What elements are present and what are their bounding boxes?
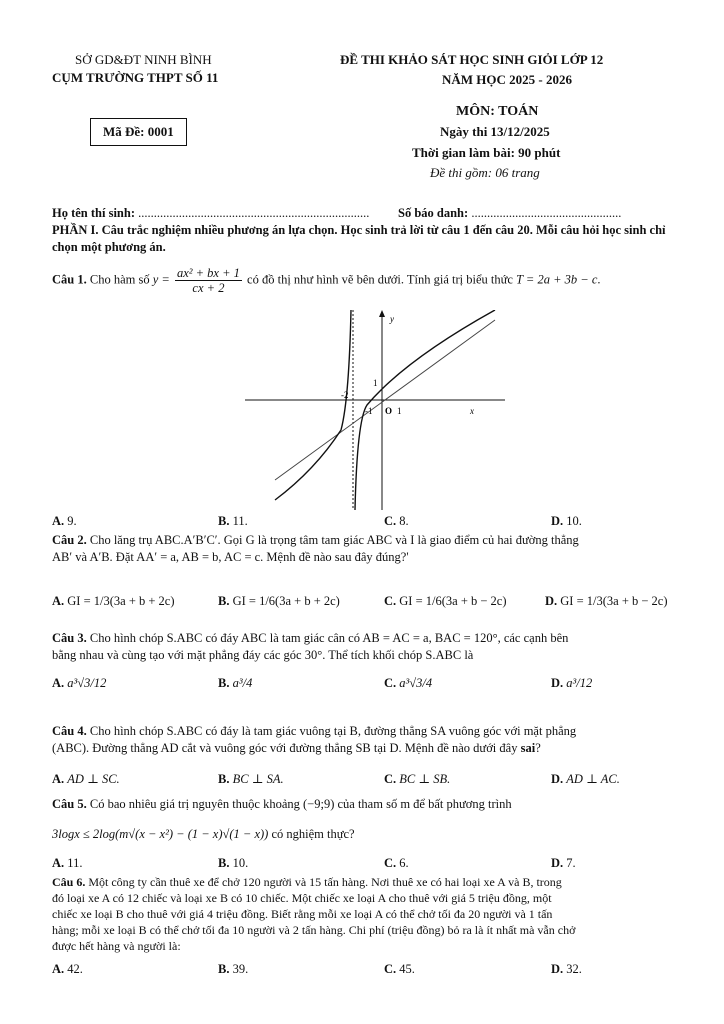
question-1: Câu 1. Cho hàm số y = $\frac{\text{ax² + bx + 1}}{cx + 2}$ có đồ thị như hình vẽ bên dưới. Tính giá trị biểu thức T = 2a + 3b − c. <box>52 266 601 295</box>
student-name-dots: .......................................................................... <box>138 206 370 220</box>
q1-expression: T = 2a + 3b − c <box>516 272 598 287</box>
option-letter: D. <box>551 962 564 976</box>
q6-option-c[interactable] <box>384 962 415 977</box>
option-text: 11. <box>232 514 248 528</box>
option-text: 10. <box>232 856 249 870</box>
student-name-line <box>52 206 369 221</box>
q1-fraction <box>175 266 242 295</box>
option-letter: B. <box>218 514 230 528</box>
q5-inequality: 3logx ≤ 2log(m√(x − x²) − (1 − x)√(1 − x)) <box>52 827 269 841</box>
option-text: 32. <box>566 962 582 976</box>
graph-y-arrow <box>379 310 385 317</box>
option-text: 42. <box>67 962 83 976</box>
option-letter: C. <box>384 676 397 690</box>
q3-option-a[interactable] <box>52 676 106 691</box>
option-letter: B. <box>218 772 230 786</box>
option-letter: D. <box>545 594 558 608</box>
q3-line1: Cho hình chóp S.ABC có đáy ABC là tam giác cân có AB = AC = a, BAC = 120°, các cạnh bên <box>89 631 569 645</box>
q2-option-b[interactable] <box>218 594 340 609</box>
option-letter: A. <box>52 962 65 976</box>
q6-line-5: được hết hàng và người là: <box>52 939 181 953</box>
graph-curve-right <box>355 310 495 510</box>
school-year: NĂM HỌC 2025 - 2026 <box>442 72 572 87</box>
option-text: 7. <box>566 856 576 870</box>
q1-graph <box>245 310 505 510</box>
option-text: BC ⊥ SB. <box>399 772 451 786</box>
school-cluster: CỤM TRƯỜNG THPT SỐ 11 <box>52 70 219 85</box>
q6-line-3: chiếc xe loại B cho thuê với giá 4 triệu đồng. Biết rằng mỗi xe loại A có thể chở tối đa 20 người và 1 tấn <box>52 907 553 921</box>
graph-tick-minus2: -2 <box>341 390 349 400</box>
question-6 <box>52 874 702 954</box>
option-letter: D. <box>551 514 564 528</box>
q6-option-b[interactable] <box>218 962 248 977</box>
option-text: 11. <box>67 856 83 870</box>
option-text: a³√3/4 <box>399 676 433 690</box>
option-letter: C. <box>384 962 397 976</box>
q5-option-b[interactable] <box>218 856 248 871</box>
student-id-dots: ................................................ <box>471 206 622 220</box>
option-letter: A. <box>52 676 65 690</box>
q2-label: Câu 2. <box>52 533 87 547</box>
q1-post: có đồ thị như hình vẽ bên dưới. Tính giá trị biểu thức <box>247 272 513 287</box>
option-text: AD ⊥ AC. <box>566 772 620 786</box>
exam-code: Mã Đề: 0001 <box>90 118 187 146</box>
q3-option-d[interactable] <box>551 676 592 691</box>
q2-line1: Cho lăng trụ ABC.A′B′C′. Gọi G là trọng tâm tam giác ABC và I là giao điểm củ hai đường thẳng <box>89 533 579 547</box>
q6-option-d[interactable] <box>551 962 582 977</box>
option-text: GI = 1/3(3a + b − 2c) <box>560 594 668 608</box>
q1-label: Câu 1. <box>52 272 87 287</box>
option-letter: B. <box>218 856 230 870</box>
q4-option-a[interactable] <box>52 771 120 787</box>
graph-tick-y1: 1 <box>373 378 378 388</box>
q4-option-c[interactable] <box>384 771 450 787</box>
option-letter: D. <box>551 772 564 786</box>
q2-line2: AB′ và A′B. Đặt AA′ = a, AB = b, AC = c. Mệnh đề nào sau đây đúng?' <box>52 550 409 564</box>
student-id-line <box>398 206 621 221</box>
option-text: a³/4 <box>232 676 253 690</box>
q3-label: Câu 3. <box>52 631 87 645</box>
q3-option-c[interactable] <box>384 676 432 691</box>
q2-option-c[interactable] <box>384 594 507 609</box>
q3-option-b[interactable] <box>218 676 252 691</box>
option-letter: A. <box>52 772 65 786</box>
q4-line2: (ABC). Đường thẳng AD cắt và vuông góc với đường thẳng SB tại D. Mệnh đề nào dưới đây <box>52 741 518 755</box>
q5-option-d[interactable] <box>551 856 576 871</box>
graph-origin: O <box>385 406 393 416</box>
q5-tail: có nghiệm thực? <box>271 827 355 841</box>
q6-line-1: Một công ty cần thuê xe để chở 120 người và 15 tấn hàng. Nơi thuê xe có hai loại xe A và B, trong <box>88 875 562 889</box>
option-letter: D. <box>551 856 564 870</box>
q1-option-c[interactable] <box>384 514 409 529</box>
graph-tick-minus1: -1 <box>365 406 373 416</box>
q6-option-a[interactable] <box>52 962 83 977</box>
option-text: a³/12 <box>566 676 593 690</box>
option-text: BC ⊥ SA. <box>232 772 284 786</box>
option-text: a³√3/12 <box>67 676 107 690</box>
department-name: SỞ GD&ĐT NINH BÌNH <box>75 52 212 67</box>
option-text: GI = 1/6(3a + b − 2c) <box>399 594 507 608</box>
option-letter: C. <box>384 772 397 786</box>
q4-option-d[interactable] <box>551 771 620 787</box>
graph-tick-1: 1 <box>397 406 402 416</box>
q1-numerator: ax² + bx + 1 <box>176 266 240 280</box>
q1-option-b[interactable] <box>218 514 248 529</box>
option-letter: B. <box>218 676 230 690</box>
graph-x-label: x <box>470 406 474 416</box>
exam-duration: Thời gian làm bài: 90 phút <box>412 145 561 160</box>
option-letter: B. <box>218 594 230 608</box>
q1-pre: Cho hàm số <box>89 272 150 287</box>
option-text: 45. <box>399 962 415 976</box>
q4-line2-end: ? <box>535 741 541 755</box>
option-letter: D. <box>551 676 564 690</box>
option-letter: C. <box>384 594 397 608</box>
q5-label: Câu 5. <box>52 797 87 811</box>
q1-denominator: cx + 2 <box>192 281 225 295</box>
student-id-label: Số báo danh: <box>398 206 469 220</box>
q5-option-a[interactable] <box>52 856 82 871</box>
q5-option-c[interactable] <box>384 856 409 871</box>
q2-option-a[interactable] <box>52 594 175 609</box>
q6-label: Câu 6. <box>52 875 86 889</box>
question-4 <box>52 723 702 757</box>
q5-line1: Có bao nhiêu giá trị nguyên thuộc khoảng (−9;9) của tham số m để bất phương trình <box>89 797 512 811</box>
option-text: 39. <box>232 962 249 976</box>
option-letter: A. <box>52 856 65 870</box>
q1-option-a[interactable] <box>52 514 77 529</box>
student-name-label: Họ tên thí sinh: <box>52 206 136 220</box>
option-text: 6. <box>399 856 409 870</box>
option-text: 8. <box>399 514 409 528</box>
q1-func-lhs: y = <box>152 272 170 287</box>
q4-line1: Cho hình chóp S.ABC có đáy là tam giác vuông tại B, đường thẳng SA vuông góc với mặt phẳng <box>89 724 577 738</box>
graph-y-label: y <box>390 314 394 324</box>
question-2 <box>52 532 702 566</box>
option-text: GI = 1/6(3a + b + 2c) <box>232 594 340 608</box>
option-letter: B. <box>218 962 230 976</box>
q4-emphasis: sai <box>520 741 536 755</box>
q1-option-d[interactable] <box>551 514 582 529</box>
exam-date: Ngày thi 13/12/2025 <box>440 124 550 139</box>
q6-line-4: hàng; mỗi xe loại B có thể chở tối đa 10 người và 2 tấn hàng. Chi phí (triệu đồng) bỏ ra là ít nhất mà vẫn chở <box>52 923 576 937</box>
option-text: 9. <box>67 514 77 528</box>
q6-line-2: đó loại xe A có 12 chiếc và loại xe B có 10 chiếc. Một chiếc xe loại A cho thuê với giá 5 triệu đồng, một <box>52 891 552 905</box>
q2-option-d[interactable] <box>545 594 668 609</box>
option-letter: C. <box>384 514 397 528</box>
option-letter: A. <box>52 514 65 528</box>
question-3 <box>52 630 702 664</box>
option-letter: C. <box>384 856 397 870</box>
q3-line2: bằng nhau và cùng tạo với mặt phẳng đáy các góc 30°. Thể tích khối chóp S.ABC là <box>52 648 474 662</box>
question-5 <box>52 796 702 813</box>
option-letter: A. <box>52 594 65 608</box>
exam-title: ĐỀ THI KHẢO SÁT HỌC SINH GIỎI LỚP 12 <box>340 52 604 67</box>
q4-label: Câu 4. <box>52 724 87 738</box>
page-count: Đề thi gồm: 06 trang <box>430 165 540 180</box>
q5-inequality-line <box>52 826 702 843</box>
part-one-heading: PHẦN I. Câu trắc nghiệm nhiều phương án lựa chọn. Học sinh trả lời từ câu 1 đến câu 20. Mỗi câu hỏi học sinh chỉ chọn một phương án. <box>52 223 666 254</box>
subject: MÔN: TOÁN <box>456 104 539 119</box>
q4-option-b[interactable] <box>218 771 284 787</box>
option-text: AD ⊥ SC. <box>67 772 120 786</box>
option-text: GI = 1/3(3a + b + 2c) <box>67 594 175 608</box>
option-text: 10. <box>566 514 582 528</box>
